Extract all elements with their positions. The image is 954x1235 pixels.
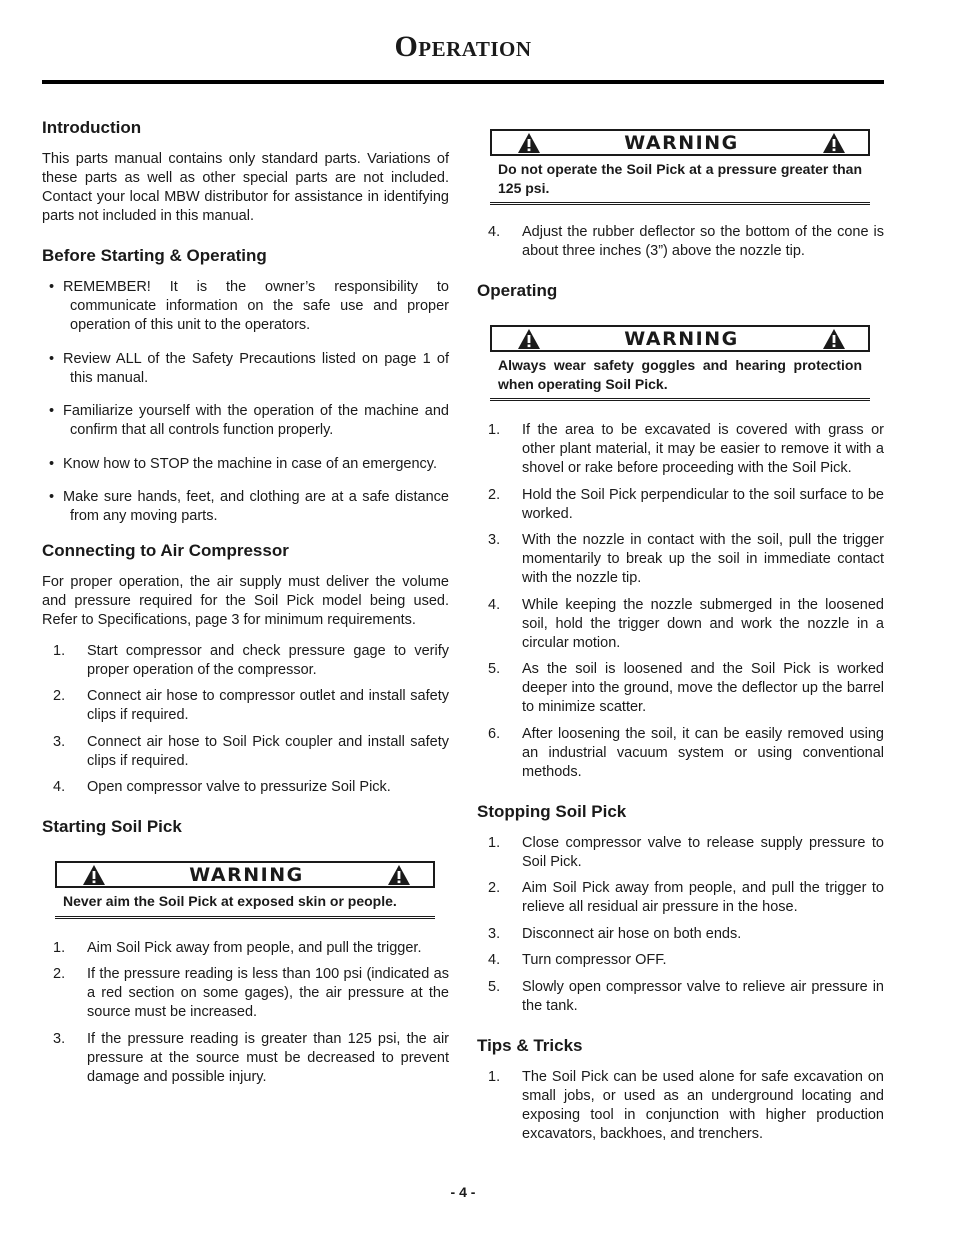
starting-heading: Starting Soil Pick: [42, 817, 182, 836]
list-item: • REMEMBER! It is the owner’s responsibility to communicate information on the safe use and proper operation of this unit to the operators.: [49, 279, 449, 333]
warning-label: WARNING: [189, 863, 304, 886]
warning-triangle-icon: [82, 864, 106, 886]
tips-heading: Tips & Tricks: [477, 1035, 583, 1055]
list-item: 4. Open compressor valve to pressurize Soil Pick.: [53, 779, 391, 795]
warning-message: Never aim the Soil Pick at exposed skin or people.: [55, 888, 435, 919]
warning-message: Do not operate the Soil Pick at a pressure greater than 125 psi.: [490, 156, 870, 205]
list-item: 4. Adjust the rubber deflector so the bottom of the cone is about three inches (3”) above the nozzle tip.: [488, 224, 884, 259]
warning-triangle-icon: [517, 328, 541, 350]
list-item: 3. Connect air hose to Soil Pick coupler and install safety clips if required.: [53, 733, 449, 769]
operating-steps: [477, 421, 884, 782]
warning-label: WARNING: [624, 327, 739, 350]
list-item: 1. If the area to be excavated is covered with grass or other plant material, it may be easier to remove it with a shovel or rake before proceeding with the Soil Pick.: [488, 422, 884, 476]
list-item: • Know how to STOP the machine in case of an emergency.: [49, 455, 437, 472]
list-item: 3. With the nozzle in contact with the soil, pull the trigger momentarily to break up the soil in immediate contact with the nozzle tip.: [488, 532, 884, 586]
warning-bar: [490, 129, 870, 156]
list-item: 5. Slowly open compressor valve to relieve air pressure in the tank.: [488, 978, 884, 1014]
warning-bar: [55, 861, 435, 888]
introduction-section: [42, 118, 449, 226]
stopping-steps: [477, 834, 884, 1016]
tips-section: [477, 1036, 884, 1144]
list-item: 2. Aim Soil Pick away from people, and pull the trigger to relieve all residual air pressure in the hose.: [488, 880, 884, 915]
deflector-steps: [477, 223, 884, 261]
list-item: 2. Hold the Soil Pick perpendicular to the soil surface to be worked.: [488, 486, 884, 522]
starting-section: [42, 817, 449, 1087]
introduction-heading: Introduction: [42, 118, 142, 137]
page-title: Operation: [394, 30, 532, 63]
stopping-section: [477, 802, 884, 1016]
warning-label: WARNING: [624, 131, 739, 154]
before-starting-section: [42, 246, 449, 526]
list-item: • Familiarize yourself with the operation of the machine and confirm that all controls function properly.: [49, 403, 449, 438]
warning-box: [490, 325, 870, 401]
introduction-text: This parts manual contains only standard parts. Variations of these parts as well as other special parts are not included. Contact your local MBW distributor for assistance in identifying parts not included in this manual.: [42, 151, 449, 224]
list-item: 1. The Soil Pick can be used alone for safe excavation on small jobs, or used as an underground locating and exposing tool in conjunction with higher production excavators, backhoes, and trenchers.: [488, 1068, 884, 1142]
connecting-section: [42, 541, 449, 798]
right-column: [477, 129, 884, 1164]
connecting-steps: [42, 642, 449, 798]
warning-triangle-icon: [387, 864, 411, 886]
list-item: 4. While keeping the nozzle submerged in the loosened soil, hold the trigger down and work the nozzle in a circular motion.: [488, 596, 884, 651]
list-item: 1. Close compressor valve to release supply pressure to Soil Pick.: [488, 834, 884, 870]
list-item: 6. After loosening the soil, it can be easily removed using an industrial vacuum system or using conventional methods.: [488, 725, 884, 780]
title-rule: [42, 80, 884, 84]
page-number: - 4 -: [450, 1184, 476, 1200]
list-item: • Review ALL of the Safety Precautions listed on page 1 of this manual.: [49, 350, 449, 386]
warning-triangle-icon: [517, 132, 541, 154]
warning-triangle-icon: [822, 328, 846, 350]
connecting-text: For proper operation, the air supply must deliver the volume and pressure required for the Soil Pick model being used. Refer to Specifications, page 3 for minimum requirements.: [42, 573, 449, 628]
list-item: 4. Turn compressor OFF.: [488, 952, 667, 968]
warning-triangle-icon: [822, 132, 846, 154]
list-item: 1. Start compressor and check pressure gage to verify proper operation of the compressor.: [53, 642, 449, 678]
left-column: [42, 118, 449, 1107]
list-item: 1. Aim Soil Pick away from people, and pull the trigger.: [53, 939, 422, 956]
stopping-heading: Stopping Soil Pick: [477, 801, 627, 821]
before-starting-heading: Before Starting & Operating: [42, 246, 267, 265]
list-item: 2. Connect air hose to compressor outlet and install safety clips if required.: [53, 688, 449, 723]
warning-box: [55, 861, 435, 919]
list-item: 3. Disconnect air hose on both ends.: [488, 925, 742, 942]
connecting-heading: Connecting to Air Compressor: [42, 540, 289, 560]
warning-bar: [490, 325, 870, 352]
list-item: • Make sure hands, feet, and clothing are at a safe distance from any moving parts.: [49, 489, 449, 524]
list-item: 5. As the soil is loosened and the Soil Pick is worked deeper into the ground, move the deflector up the barrel to minimize scatter.: [488, 661, 884, 715]
tips-steps: [477, 1068, 884, 1144]
before-starting-list: [42, 278, 449, 526]
operating-section: [477, 281, 884, 782]
warning-message: Always wear safety goggles and hearing protection when operating Soil Pick.: [490, 352, 870, 401]
list-item: 3. If the pressure reading is greater than 125 psi, the air pressure at the source must be decreased to prevent damage and possible injury.: [53, 1030, 449, 1085]
list-item: 2. If the pressure reading is less than 100 psi (indicated as a red section on some gages), the air pressure at the source must be increased.: [53, 966, 449, 1020]
operating-heading: Operating: [477, 281, 558, 300]
starting-steps: [42, 939, 449, 1087]
warning-box: [490, 129, 870, 205]
